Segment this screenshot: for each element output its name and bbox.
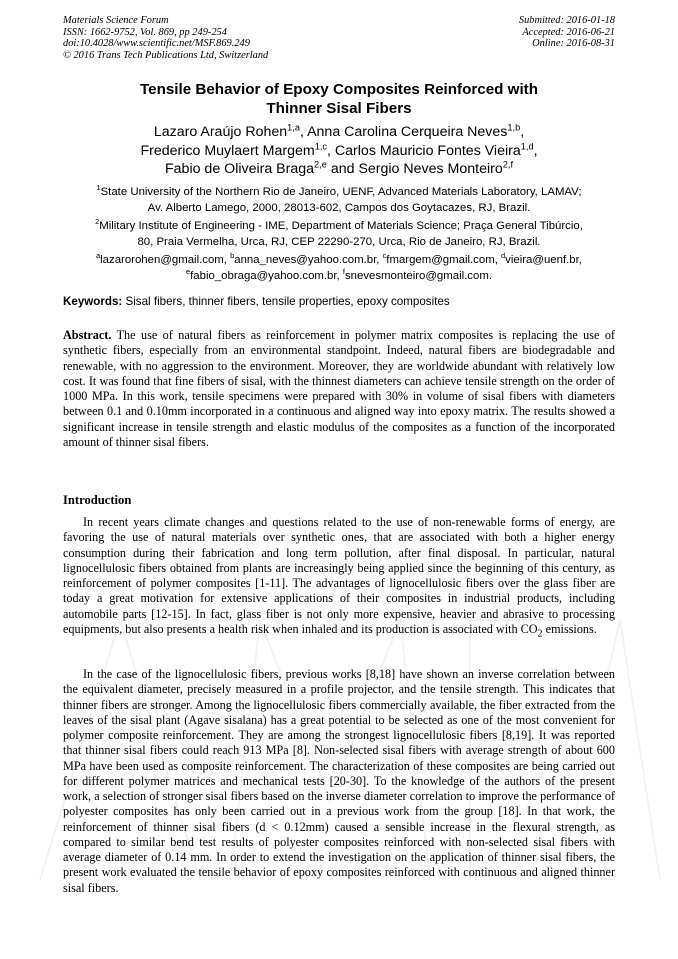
- email-link[interactable]: fabio_obraga@yahoo.com.br,: [190, 270, 343, 282]
- author-name: Anna Carolina Cerqueira Neves: [307, 124, 508, 140]
- email-mark: b: [230, 251, 235, 261]
- affiliation-2: [40, 218, 638, 250]
- email-link[interactable]: vieira@uenf.br,: [505, 254, 582, 266]
- affiliation-number: 1: [96, 183, 101, 193]
- author-emails: [40, 252, 638, 284]
- affiliation-text: State University of the Northern Rio de Janeiro, UENF, Advanced Materials Laboratory, LAMAV;: [100, 186, 582, 198]
- author-name: Sergio Neves Monteiro: [358, 161, 503, 177]
- affiliation-text: Military Institute of Engineering - IME, Department of Materials Science; Praça General Tibúrcio,: [99, 220, 583, 232]
- accepted-date: Accepted: 2016-06-21: [522, 26, 615, 38]
- author-affil-mark: 1,a: [287, 122, 300, 133]
- email-mark: d: [501, 251, 506, 261]
- doi: doi:10.4028/www.scientific.net/MSF.869.249: [63, 38, 250, 50]
- title-line-2: Thinner Sisal Fibers: [266, 100, 412, 117]
- separator: ,: [520, 124, 525, 140]
- author-affil-mark: 2,f: [502, 159, 513, 170]
- abstract: [63, 328, 615, 450]
- author-name: Carlos Mauricio Fontes Vieira: [334, 142, 521, 159]
- email-link[interactable]: snevesmonteiro@gmail.com.: [344, 270, 492, 282]
- author-line-1: [40, 123, 638, 142]
- author-name: Fabio de Oliveira Braga: [165, 161, 315, 177]
- author-name: Frederico Muylaert Margem: [140, 142, 315, 159]
- email-mark: e: [185, 267, 191, 277]
- subscript: 2: [537, 628, 543, 640]
- separator: ,: [327, 142, 335, 159]
- copyright: © 2016 Trans Tech Publications Ltd, Switzerland: [63, 49, 269, 61]
- title-line-1: Tensile Behavior of Epoxy Composites Reinforced with: [139, 81, 539, 98]
- affiliation-number: 2: [95, 217, 100, 227]
- abstract-text: The use of natural fibers as reinforcement in polymer matrix composites is replacing the use of synthetic fibers, especially from an environmental standpoint. Indeed, natural fibers are biodegradable and renewable, with no aggression to the environment. Moreover, they are worldwide abundant with relatively low cost. It was found that fine fibers of sisal, with the thinnest diameters can achieve tensile strength on the order of 1000 MPa. In this work, tensile specimens were prepared with 30% in volume of sisal fibers with diameters between 0.1 and 0.10mm incorporated in a continuous and aligned way into epoxy matrix. The results showed a significant increase in tensile strength and elastic modulus of the composites as a function of the incorporated amount of thinner sisal fibers.: [63, 328, 615, 449]
- affiliation-text: Av. Alberto Lamego, 2000, 28013-602, Campos dos Goytacazes, RJ, Brazil.: [147, 202, 531, 214]
- separator: ,: [533, 142, 538, 159]
- paragraph-text: In recent years climate changes and questions related to the use of non-renewable forms of energy, are favoring the use of natural materials over synthetic ones, that are associated with both a higher energy consumption during their fabrication and long term pollution, after final disposal. In particular, natural lignocellulosic fibers obtained from plants are increasingly being applied since the beginning of this century, as reinforcement of polymer composites [1-11]. The advantages of lignocellulosic fibers over the glass fiber are today a great motivation for extensive applications of their composites in industrial products, including automobile parts [12-15]. In fact, glass fiber is not only more expensive, heavier and abrasive to processing equipments, but also presents a health risk when inhaled and its production is associated with CO: [63, 515, 615, 636]
- introduction-paragraph-1: [63, 515, 615, 641]
- author-affil-mark: 1,c: [314, 140, 328, 151]
- issn: ISSN: 1662-9752, Vol. 869, pp 249-254: [63, 26, 227, 38]
- submitted-date: Submitted: 2016-01-18: [518, 15, 615, 26]
- section-heading-introduction: Introduction: [63, 493, 132, 507]
- keywords: [63, 294, 615, 309]
- author-line-3: [40, 160, 638, 179]
- abstract-label: Abstract.: [63, 328, 112, 342]
- email-link[interactable]: fmargem@gmail.com,: [386, 254, 502, 266]
- journal-name: Materials Science Forum: [63, 15, 169, 26]
- author-affil-mark: 2,e: [314, 159, 327, 170]
- author-affil-mark: 1,b: [507, 122, 521, 133]
- keywords-text: Sisal fibers, thinner fibers, tensile properties, epoxy composites: [122, 295, 450, 308]
- author-affil-mark: 1,d: [520, 140, 534, 151]
- author-name: Lazaro Araújo Rohen: [153, 124, 288, 140]
- author-line-2: [40, 142, 638, 161]
- author-list: [40, 123, 638, 179]
- online-date: Online: 2016-08-31: [532, 38, 615, 50]
- affiliation-1: [40, 184, 638, 216]
- affiliation-text: 80, Praia Vermelha, Urca, RJ, CEP 22290-270, Urca, Rio de Janeiro, RJ, Brazil.: [137, 236, 541, 248]
- separator: and: [326, 161, 359, 177]
- email-link[interactable]: lazarorohen@gmail.com,: [100, 254, 231, 266]
- paragraph-text: emissions.: [542, 621, 597, 636]
- email-mark: f: [342, 267, 345, 277]
- email-mark: a: [96, 251, 101, 261]
- introduction-paragraph-2: In the case of the lignocellulosic fibers, previous works [8,18] have shown an inverse correlation between the equivalent diameter, precisely measured in a profile projector, and the tensile strength. This indicates that thinner fibers are stronger. Among the lignocellulosic fibers commercially available, the fiber extracted from the leaves of the sisal plant (Agave sisalana) has a great potential to be selected as one of the most convenient for polymer composite reinforcement. They are among the strongest lignocellulosic fibers [8,19]. It was reported that thinner sisal fibers could reach 913 MPa [8]. Non-selected sisal fibers with average strength of about 600 MPa have been used as composite reinforcement. The characterization of these composites are being carried out for different polymer matrices and mechanical tests [20-30]. To the knowledge of the authors of the present work, a selection of stronger sisal fibers based on the inverse diameter correlation to improve the performance of polyester composites has only been carried out in a previous work from the group [18]. In that work, the reinforcement of thinner sisal fibers (d < 0.12mm) caused a sensible increase in the flexural strength, as compared to similar bend test results of polyester composites reinforced with non-selected sisal fibers with average diameter of 0.14 mm. In order to extend the investigation on the application of thinner sisal fibers, the present work evaluated the tensile behavior of epoxy composites reinforced with continuous and aligned thinner sisal fibers.: [63, 667, 615, 895]
- email-link[interactable]: anna_neves@yahoo.com.br,: [234, 254, 383, 266]
- separator: ,: [299, 124, 308, 140]
- paper-title: [40, 80, 638, 118]
- email-mark: c: [382, 251, 387, 261]
- keywords-label: Keywords:: [63, 295, 123, 308]
